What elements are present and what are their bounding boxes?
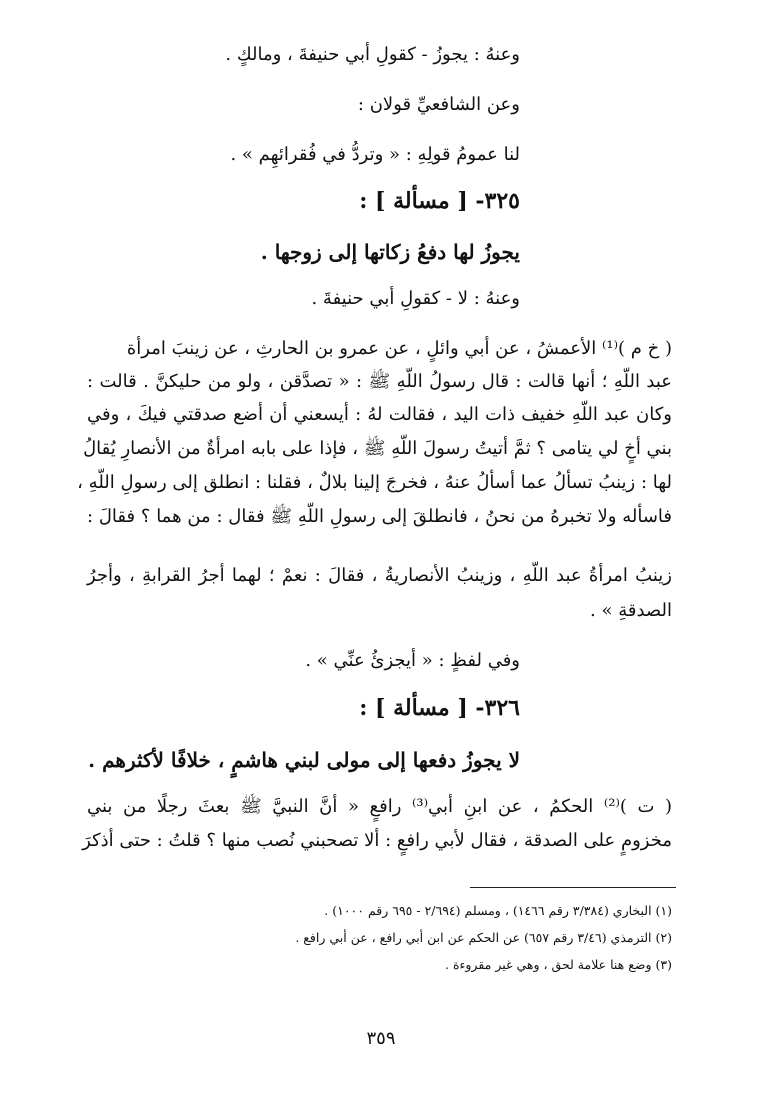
hadith-line: لها : زينبُ تسألُ عما أسألُ عنهُ ، فخرجَ إلينا بلالٌ ، فقلنا : انطلق إلى رسولِ اللّهِ ، <box>77 472 672 493</box>
issue-opinion: وعنهُ : لا - كقولِ أبي حنيفةَ . <box>311 288 520 309</box>
footnote-separator <box>470 887 676 888</box>
hadith-line: مخزومٍ على الصدقة ، فقال لأبي رافعٍ : ألا تصحبني نُصب منها ؟ قلتُ : حتى أذكرَ <box>82 830 672 851</box>
text-line: لنا عمومُ قولِهِ : « وتردُّ في فُقرائهِم » . <box>230 144 520 165</box>
text-line: وعن الشافعيِّ قولان : <box>357 94 520 115</box>
footnote: (٣) وضع هنا علامة لحق ، وهي غير مقروءة . <box>445 957 672 972</box>
hadith-line: ( خ م )⁽¹⁾ الأعمشُ ، عن أبي وائلٍ ، عن عمرو بن الحارثِ ، عن زينبَ امرأة <box>126 338 672 359</box>
footnote: (٢) الترمذي (٣/٤٦ رقم ٦٥٧) عن الحكم عن ابن أبي رافع ، عن أبي رافع . <box>295 930 672 945</box>
hadith-line: فاسأله ولا تخبرهُ من نحنُ ، فانطلقَ إلى رسولِ اللّهِ ﷺ فقال : من هما ؟ فقالَ : <box>87 506 672 527</box>
hadith-line: بني أخٍ لي يتامى ؟ ثمَّ أتيتُ رسولَ اللّهِ ﷺ ، فإذا على بابه امرأةٌ من الأنصارِ يُقالُ <box>83 438 672 459</box>
issue-rule: يجوزُ لها دفعُ زكاتها إلى زوجها . <box>260 240 520 264</box>
hadith-line: زينبُ امرأةُ عبد اللّهِ ، وزينبُ الأنصاريةُ ، فقالَ : نعمْ ؛ لهما أجرُ القرابةِ ، وأجرُ <box>87 565 672 586</box>
variant-line: وفي لفظٍ : « أيجزئُ عنِّي » . <box>305 650 520 671</box>
hadith-line: وكان عبد اللّهِ خفيف ذات اليد ، فقالت لهُ : أيسعني أن أضع صدقتي فيكَ ، وفي <box>87 404 672 425</box>
footnote: (١) البخاري (٣/٣٨٤ رقم ١٤٦٦) ، ومسلم (٢/٦٩٤ - ٦٩٥ رقم ١٠٠٠) . <box>324 903 672 918</box>
issue-heading: ٣٢٥- [ مسألة ] : <box>359 188 520 214</box>
text-line: وعنهُ : يجوزُ - كقولِ أبي حنيفةَ ، ومالكٍ . <box>225 44 520 65</box>
hadith-line: الصدقةِ » . <box>590 600 672 621</box>
hadith-line: عبد اللّهِ ؛ أنها قالت : قال رسولُ اللّهِ ﷺ : « تصدَّقن ، ولو من حليكنَّ . قالت : <box>87 371 672 392</box>
page-number: ٣٥٩ <box>366 1028 396 1049</box>
hadith-line: ( ت )⁽²⁾ الحكمُ ، عن ابنِ أبي⁽³⁾ رافعٍ « أنَّ النبيَّ ﷺ بعثَ رجلًا من بني <box>87 796 673 817</box>
issue-rule: لا يجوزُ دفعها إلى مولى لبني هاشمٍ ، خلافًا لأكثرهم . <box>88 748 520 772</box>
issue-heading: ٣٢٦- [ مسألة ] : <box>359 695 520 721</box>
